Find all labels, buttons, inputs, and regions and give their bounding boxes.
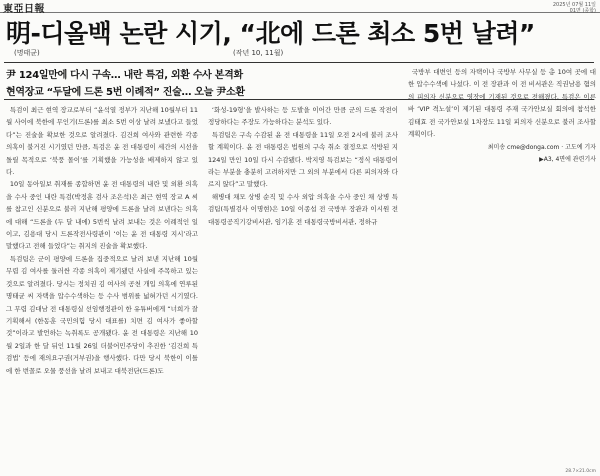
reporter-name: 최미송 cme@donga.com · 고도예 기자 bbox=[487, 144, 596, 152]
photo-caption-right: (작년 10, 11월) bbox=[233, 49, 284, 57]
article-headline: 明-디올백 논란 시기, “北에 드론 최소 5번 날려” bbox=[6, 19, 535, 48]
subheadline-1: 尹 124일만에 다시 구속… 내란 특검, 외환 수사 본격화 bbox=[6, 70, 243, 81]
page-section: 01면 (종합) bbox=[569, 8, 596, 14]
divider bbox=[4, 62, 594, 63]
article-column-1 bbox=[6, 104, 198, 472]
article-paragraph: 해병대 채모 상병 순직 및 수사 외압 의혹을 수사 중인 채 상병 특검팀(특별검사 이명현)은 10일 이종섭 전 국방부 장관과 이시원 전 대통령공직기강비서관, 임기훈 전 대통령국방비서관, 정하규 bbox=[208, 192, 398, 226]
article-column-2 bbox=[208, 104, 398, 226]
article-paragraph: 특검팀은 구속 수감된 윤 전 대통령을 11일 오전 2시에 불러 조사할 계획이다. 윤 전 대통령은 법원의 구속 취소 결정으로 석방된 지 124일 만인 10일 다시 수감됐다. 박지영 특검보는 “정식 대통령이라는 부분을 충분히 고려하지만 그 외의 부분에서 다른 피의자와 다르지 않다”고 말했다. bbox=[208, 130, 398, 189]
article-paragraph: 10일 동아일보 취재를 종합하면 윤 전 대통령의 내란 및 외환 의혹을 수사 중인 내란 특검(박정훈 검사 조은석)은 최근 현역 장교 A 씨를 참고인 신분으로 불러 지난해 평양에 드론을 날려 보낸다는 의혹에 대해 “드론을 (두 달 내에) 5번씩 날려 보내는 것은 이례적인 일이고, 김용대 당시 드론작전사령관이 ‘이는 윤 전 대통령 지시’라고 말했다고 전해 들었다”는 취지의 진술을 확보했다. bbox=[6, 180, 198, 251]
newspaper-logo: 東亞日報 bbox=[3, 4, 45, 15]
issue-date bbox=[553, 2, 596, 14]
article-paragraph: 특검팀은 군이 평양에 드론을 집중적으로 날려 보낸 지난해 10월 무렵 김 여사를 둘러싼 각종 의혹이 제기됐던 사실에 주목하고 있는 것으로 알려졌다. 당시는 정치권 김 여사의 공천 개입 의혹에 연루된 명태균 씨 자택을 압수수색하는 등 수사 범위를 넓혀가던 시기였다. 그 무렵 김대남 전 대통령실 선임행정관이 한 유튜버에게 “너희가 잘 기획해서 (한동훈 국민의힘 당시 대표를) 치면 김 여사가 좋아할 것”이라고 발언하는 녹취록도 공개됐다. 윤 전 대통령은 지난해 10월 2일과 한 달 뒤인 11월 26일 더불어민주당이 추진한 ‘김건희 특검법’ 등에 재의요구권(거부권)을 행사했다. 다만 당시 북한이 이틀에 한 번꼴로 오물 풍선을 날려 보내고 대북전단(드론)도 bbox=[6, 254, 198, 375]
article-paragraph: 국방부 대변인 등의 자택이나 국방부 사무실 등 총 10여 곳에 대한 압수수색에 나섰다. 이 전 장관과 이 전 비서관은 직권남용 혐의의 피의자 신분으로 영장에 기재된 것으로 전해졌다. 특검은 이른바 ‘VIP 격노설’이 제기된 대통령 주재 국가안보실 회의에 참석한 김태효 전 국가안보실 1차장도 11일 피의자 신분으로 불러 조사할 계획이다. bbox=[408, 68, 596, 139]
photo-caption-left: (명태균) bbox=[14, 49, 40, 57]
subheadline-2: 현역장교 “두달에 드론 5번 이례적” 진술… 오늘 尹소환 bbox=[6, 87, 245, 98]
date-line: 2025년 07월 11일 bbox=[552, 2, 596, 8]
masthead bbox=[0, 0, 600, 13]
page-size-note: 28.7×21.0cm bbox=[565, 469, 596, 474]
article-paragraph: ‘화성-19형’을 발사하는 등 도발을 이어간 만큼 군의 드론 작전이 정당하다는 주장도 가능하다는 분석도 있다. bbox=[208, 106, 398, 127]
related-article-link: ▶A3, 4면에 관련기사 bbox=[539, 156, 596, 164]
byline bbox=[408, 142, 596, 166]
article-paragraph: 특검이 최근 현역 장교로부터 “윤석열 정부가 지난해 10월부터 11월 사이에 북한에 무인기(드론)를 최소 5번 이상 날려 보냈다고 들었다”는 진술을 확보한 것으로 알려졌다. 김건희 여사와 관련한 각종 의혹이 불거진 시기였던 만큼, 특검은 윤 전 대통령이 세간의 시선을 돌릴 목적으로 ‘북풍 몰이’를 기획했을 가능성을 배제하지 않고 있다. bbox=[6, 106, 198, 177]
article-column-3 bbox=[408, 66, 596, 178]
